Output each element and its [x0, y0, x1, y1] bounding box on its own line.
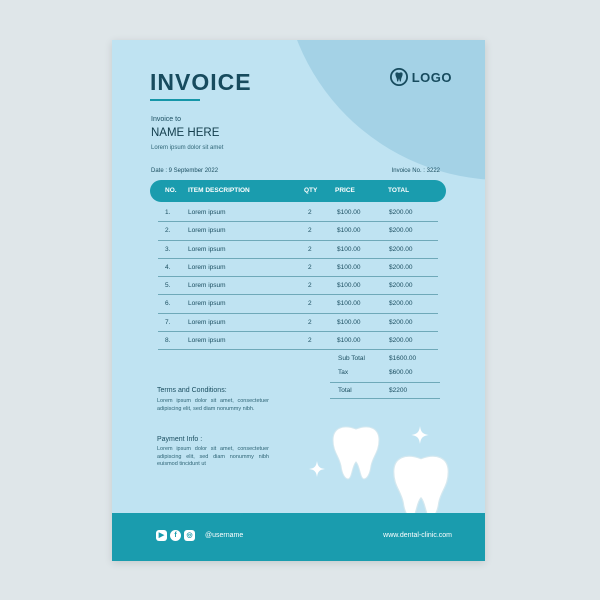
row-qty: 2	[308, 209, 312, 216]
row-description: Lorem ipsum	[188, 300, 226, 308]
row-qty: 2	[308, 245, 312, 253]
row-no: 1.	[165, 209, 171, 216]
total-label: Total	[338, 387, 352, 394]
row-description: Lorem ipsum	[188, 209, 226, 216]
terms-text: Lorem ipsum dolor sit amet, consectetuer adipiscing elit, sed diam nonummy nibh.	[157, 398, 269, 412]
row-description: Lorem ipsum	[188, 337, 226, 345]
logo	[390, 68, 452, 86]
bill-to-name: NAME HERE	[151, 127, 220, 139]
row-total: $200.00	[389, 245, 413, 253]
table-row	[150, 277, 446, 295]
row-price: $100.00	[337, 227, 361, 235]
row-no: 3.	[165, 245, 171, 253]
row-total: $200.00	[389, 263, 413, 271]
row-price: $100.00	[337, 263, 361, 271]
row-no: 7.	[165, 318, 171, 326]
tax-label: Tax	[338, 369, 349, 376]
table-row	[150, 259, 446, 277]
header-qty: QTY	[304, 187, 318, 194]
row-no: 2.	[165, 227, 171, 235]
footer	[112, 513, 485, 561]
row-qty: 2	[308, 318, 312, 326]
row-no: 8.	[165, 337, 171, 345]
table-header	[150, 180, 446, 202]
bill-to-address: Lorem ipsum dolor sit amet	[151, 145, 224, 151]
table-row	[150, 295, 446, 313]
row-total: $200.00	[389, 300, 413, 308]
subtotal-value: $1600.00	[389, 355, 417, 362]
tooth-illustration-icon	[329, 424, 383, 480]
tooth-illustration-icon	[389, 452, 453, 520]
invoice-number: Invoice No. : 3222	[391, 168, 440, 174]
row-total: $200.00	[389, 337, 413, 345]
sparkle-icon	[411, 426, 429, 444]
total-divider	[330, 398, 440, 399]
youtube-icon[interactable]: ▶	[156, 530, 167, 541]
row-description: Lorem ipsum	[188, 282, 226, 290]
table-row	[150, 204, 446, 222]
row-qty: 2	[308, 337, 312, 345]
row-no: 5.	[165, 282, 171, 290]
row-price: $100.00	[337, 300, 361, 308]
total-value: $2200	[389, 387, 408, 394]
summary-divider	[330, 382, 440, 383]
row-no: 4.	[165, 263, 171, 271]
payment-title: Payment Info :	[157, 436, 203, 443]
bill-to-label: Invoice to	[151, 116, 181, 123]
row-description: Lorem ipsum	[188, 318, 226, 326]
row-price: $100.00	[337, 245, 361, 253]
table-row	[150, 222, 446, 240]
facebook-icon[interactable]: f	[170, 530, 181, 541]
row-total: $200.00	[389, 282, 413, 290]
row-price: $100.00	[337, 337, 361, 345]
row-qty: 2	[308, 300, 312, 308]
header-description: ITEM DESCRIPTION	[188, 187, 250, 194]
subtotal-label: Sub Total	[338, 355, 365, 362]
header-no: NO.	[165, 187, 177, 194]
invoice-date: Date : 9 September 2022	[151, 168, 219, 174]
invoice-page	[112, 40, 485, 561]
website-link[interactable]: www.dental-clinic.com	[383, 532, 452, 539]
page-title: INVOICE	[150, 69, 252, 95]
sparkle-icon	[309, 461, 325, 477]
row-description: Lorem ipsum	[188, 263, 226, 271]
social-username[interactable]: @username	[205, 532, 244, 539]
table-body	[150, 204, 446, 350]
row-price: $100.00	[337, 209, 361, 216]
instagram-icon[interactable]: ◎	[184, 530, 195, 541]
row-description: Lorem ipsum	[188, 245, 226, 253]
row-total: $200.00	[389, 209, 413, 216]
payment-text: Lorem ipsum dolor sit amet, consectetuer adipiscing elit, sed diam nonummy nibh euismod tincidunt ut	[157, 446, 269, 467]
row-qty: 2	[308, 227, 312, 235]
row-price: $100.00	[337, 282, 361, 290]
tooth-icon	[390, 68, 408, 86]
row-total: $200.00	[389, 318, 413, 326]
decorative-curve	[282, 40, 485, 180]
table-row	[150, 314, 446, 332]
header-total: TOTAL	[388, 187, 410, 194]
table-row	[150, 332, 446, 350]
header-price: PRICE	[335, 187, 355, 194]
row-qty: 2	[308, 282, 312, 290]
terms-title: Terms and Conditions:	[157, 387, 227, 394]
row-qty: 2	[308, 263, 312, 271]
row-description: Lorem ipsum	[188, 227, 226, 235]
row-no: 6.	[165, 300, 171, 308]
social-links	[156, 530, 195, 541]
row-total: $200.00	[389, 227, 413, 235]
title-underline	[150, 99, 200, 101]
logo-text: LOGO	[411, 69, 452, 85]
table-row	[150, 241, 446, 259]
row-price: $100.00	[337, 318, 361, 326]
tax-value: $600.00	[389, 369, 413, 376]
